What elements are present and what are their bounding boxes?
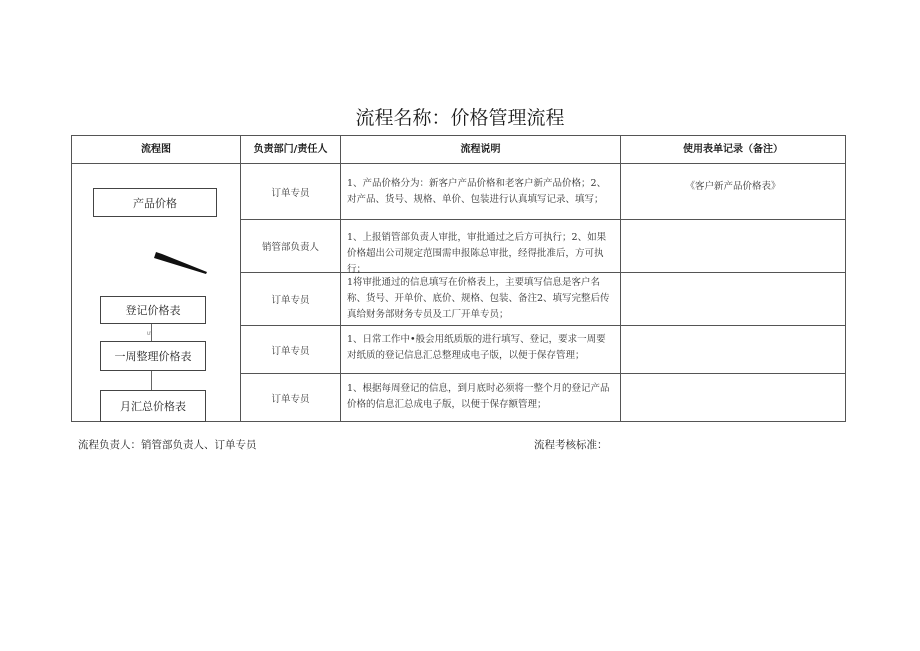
footer-assessment-standard: 流程考核标准：: [534, 439, 608, 451]
flow-arrow-slash: [152, 250, 212, 280]
flow-box-monthly-price-table: 月汇总价格表: [100, 390, 206, 422]
flow-box-product-price: 产品价格: [93, 188, 217, 217]
row-4-department: 订单专员: [271, 345, 310, 357]
flow-box-weekly-price-table: 一周整理价格表: [100, 341, 206, 371]
flow-connector: [151, 371, 152, 390]
row-2-description: 1、上报销管部负责人审批，审批通过之后方可执行；2、如果价格超出公司规定范围需申报陈总审批，经得批准后，方可执行；: [347, 232, 607, 275]
row-1-form: 《客户新产品价格表》: [685, 181, 781, 192]
row-4-description: 1、日常工作中•般会用纸质版的进行填写、登记，要求一周要对纸质的登记信息汇总整理成电子版，以便于保存管理；: [347, 334, 606, 361]
flow-box-register-price-table: 登记价格表: [100, 296, 206, 324]
footer-process-owner: 流程负责人：销管部负责人、订单专员: [78, 439, 257, 451]
header-description: 流程说明: [460, 144, 501, 155]
page-title: 流程名称：价格管理流程: [355, 107, 565, 129]
row-1-description: 1、产品价格分为：新客户产品价格和老客户新产品价格；2、对产品、货号、规格、单价、包装进行认真填写记录、填写；: [347, 178, 607, 205]
row-1-department: 订单专员: [271, 187, 310, 199]
row-5-description: 1、根据每周登记的信息，到月底时必须将一整个月的登记产品价格的信息汇总成电子版，以便于保存额管理；: [347, 383, 610, 410]
header-department: 负责部门/责任人: [253, 144, 328, 155]
header-flowchart: 流程图: [141, 144, 171, 155]
row-2-department: 销管部负责人: [261, 242, 319, 253]
header-forms: 使用表单记录（备注）: [683, 144, 783, 155]
header-divider: [72, 163, 845, 164]
row-3-department: 订单专员: [271, 295, 310, 306]
row-3-description: 1将审批通过的信息填写在价格表上，主要填写信息是客户名称、货号、开单价、底价、规格、包装、备注2、填写完整后传真给财务部财务专员及工厂开单专员；: [347, 277, 610, 320]
row-5-department: 订单专员: [271, 393, 310, 405]
flow-connector-label: ιr: [147, 330, 152, 337]
